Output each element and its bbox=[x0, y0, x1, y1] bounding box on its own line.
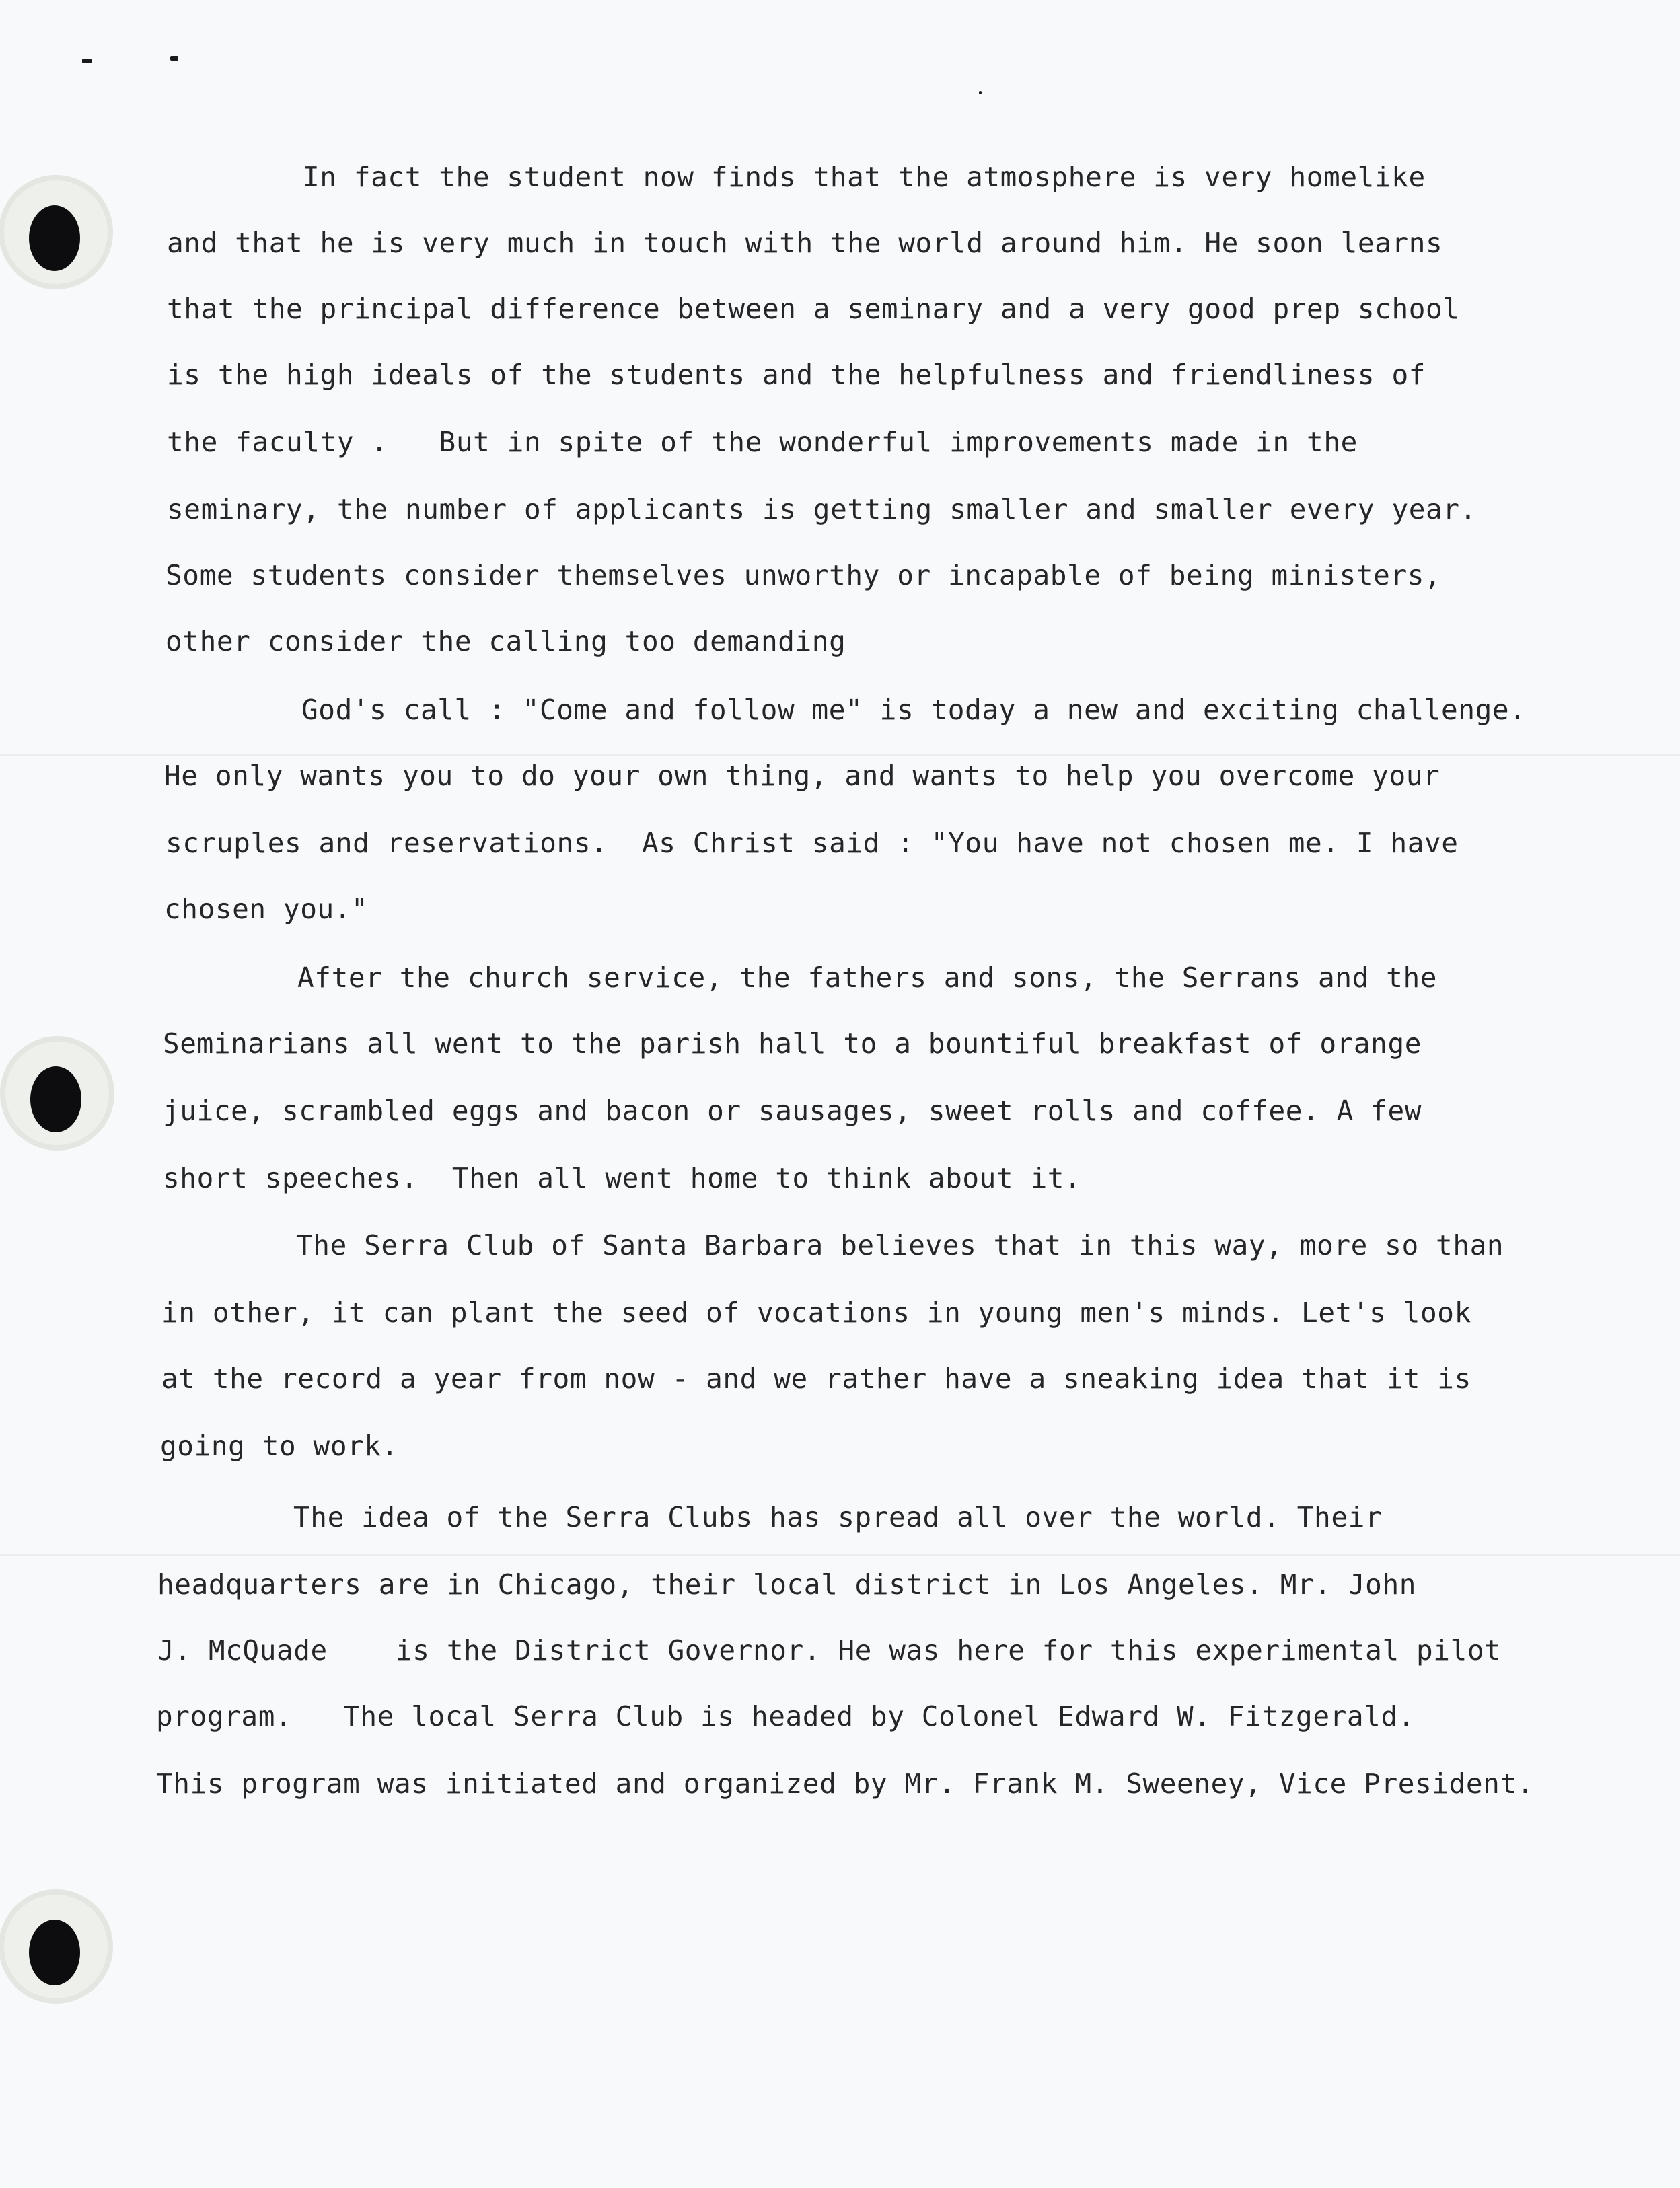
text-line: The idea of the Serra Clubs has spread all over the world. Their bbox=[293, 1501, 1383, 1533]
text-line: scruples and reservations. As Christ said : "You have not chosen me. I have bbox=[166, 827, 1459, 859]
text-line: other consider the calling too demanding bbox=[166, 625, 846, 657]
ink-speck bbox=[979, 91, 982, 94]
text-line: This program was initiated and organized by Mr. Frank M. Sweeney, Vice President. bbox=[156, 1767, 1535, 1800]
binder-hole bbox=[0, 175, 113, 289]
text-line: at the record a year from now - and we rather have a sneaking idea that it is bbox=[161, 1362, 1471, 1395]
text-line: Seminarians all went to the parish hall to a bountiful breakfast of orange bbox=[163, 1027, 1422, 1060]
text-line: In fact the student now finds that the atmosphere is very homelike bbox=[303, 161, 1426, 193]
ink-speck bbox=[170, 56, 178, 61]
binder-hole bbox=[0, 1036, 114, 1151]
text-line: The Serra Club of Santa Barbara believes that in this way, more so than bbox=[296, 1229, 1504, 1262]
text-line: headquarters are in Chicago, their local district in Los Angeles. Mr. John bbox=[157, 1568, 1417, 1601]
text-line: and that he is very much in touch with the world around him. He soon learns bbox=[167, 227, 1443, 259]
paper-fold bbox=[0, 754, 1680, 756]
ink-speck bbox=[82, 59, 92, 63]
text-line: is the high ideals of the students and the helpfulness and friendliness of bbox=[167, 359, 1426, 391]
text-line: juice, scrambled eggs and bacon or sausages, sweet rolls and coffee. A few bbox=[163, 1095, 1422, 1127]
text-line: program. The local Serra Club is headed by Colonel Edward W. Fitzgerald. bbox=[156, 1700, 1416, 1733]
text-line: God's call : "Come and follow me" is today a new and exciting challenge. bbox=[301, 694, 1527, 726]
text-line: Some students consider themselves unworthy or incapable of being ministers, bbox=[166, 559, 1442, 591]
text-line: seminary, the number of applicants is getting smaller and smaller every year. bbox=[167, 493, 1477, 525]
text-line: short speeches. Then all went home to think about it. bbox=[163, 1162, 1082, 1194]
text-line: that the principal difference between a seminary and a very good prep school bbox=[167, 293, 1460, 325]
text-line: J. McQuade is the District Governor. He was here for this experimental pilot bbox=[157, 1634, 1502, 1667]
paper-fold bbox=[0, 1554, 1680, 1556]
binder-hole bbox=[0, 1889, 113, 2004]
text-line: in other, it can plant the seed of vocations in young men's minds. Let's look bbox=[161, 1297, 1471, 1329]
text-line: After the church service, the fathers and sons, the Serrans and the bbox=[297, 961, 1438, 994]
text-line: He only wants you to do your own thing, and wants to help you overcome your bbox=[164, 760, 1440, 792]
text-line: chosen you." bbox=[164, 893, 369, 925]
text-line: the faculty . But in spite of the wonderful improvements made in the bbox=[167, 426, 1358, 458]
text-line: going to work. bbox=[160, 1430, 398, 1462]
